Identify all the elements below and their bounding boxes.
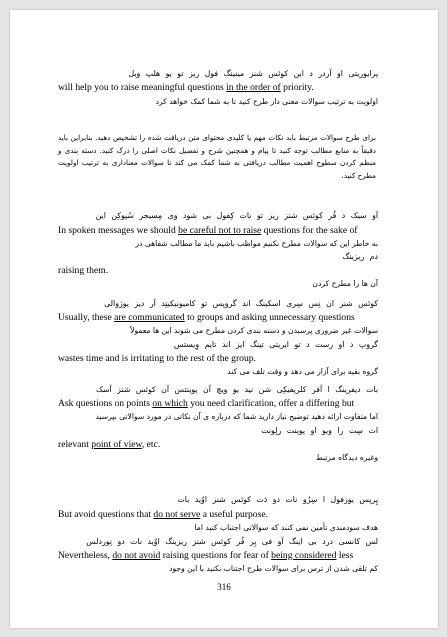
transliteration-line: پرایوریتی او آردر د این کوئس شنز مینینگ فول ریز تو یو هلپ ویل (128, 69, 378, 78)
transliteration-line: ات سِت را ویو او پوینت رلِونت (261, 426, 378, 435)
english-line: Nevertheless, do not avoid raising questions for fear of being considered less (58, 550, 354, 561)
transliteration-line: بات دیفرینگ ا آفر کلریفیکِی شن نید یو ویچ آن پوینتس آن کوئس شنز آسک (96, 385, 378, 394)
gloss-line: اولویت به ترتیب سوالات معنی دار طرح کنید تا به شما کمک خواهد کرد (155, 97, 378, 106)
transliteration-line: آو سیک د فُر کوئس شنز ریز تو نات کِفول بی شود وی مِسیجز سُپوکِن این (95, 211, 378, 220)
english-line: wastes time and is irritating to the rest of the group. (58, 353, 256, 364)
gloss-line: وغیره دیدگاه مرتبط (315, 453, 378, 462)
gloss-line: سوالات غیر ضروری پرسیدن و دسته بندی کردن مطرح می شوند این ها معمولاً (130, 326, 378, 335)
english-line: Ask questions on points on which you need clarification, offer a differing but (58, 398, 355, 409)
transliteration-line: لس کانسی درد بی اینگ آو فی یِر فُر کوئس شنز ریزینگ اوُید نات دو نِوردلس (86, 537, 378, 546)
transliteration-line: کوئس شنز ان نِس سِری اسکینگ اند گروپس تو کامیونیکیتِد آر دیز یوژوالی (104, 299, 378, 308)
document-page (10, 10, 438, 628)
gloss-line: اما متفاوت ارائه دهید توضیح نیاز دارید شما که درباره ی آن نکاتی در مورد سوالاتی بپرسید (95, 412, 378, 421)
english-line: But avoid questions that do not serve a useful purpose. (58, 509, 268, 520)
gloss-line: گروه بقیه برای آزار می دهد و وقت تلف می کند (227, 367, 378, 376)
english-line: relevant point of view, etc. (58, 439, 161, 450)
transliteration-line: گروپ د او رست د تو ایریتی تینگ ایز اند تایم وِیستس (173, 340, 378, 349)
page-number: 316 (217, 582, 231, 592)
gloss-line: آن ها را مطرح کردن (312, 279, 378, 288)
transliteration-line: دم ریزینگ (342, 252, 378, 261)
gloss-line: کم تلقی شدن از ترس برای سوالات طرح اجتناب نکنید با این وجود (169, 564, 378, 573)
explanation-paragraph: برای طرح سوالات مرتبط باید نکات مهم یا کلیدی محتوای متن دریافت شده را تشخیص دهید. بنابراین باید دقیقاً به منابع مطالب توجه کنید تا پیام و همچنین شرح و تفصیل نکات اصلی را درک کنید. دسته بندی و منظم کردن سطوح اهمیت مطالب دریافتی به شما کمک می کند تا سوالات معناداری به ترتیب اولویت مطرح کنید. (58, 133, 376, 180)
english-line: will help you to raise meaningful questions in the order of priority. (58, 82, 314, 93)
english-line: In spoken messages we should be careful not to raise questions for the sake of (58, 225, 358, 236)
transliteration-line: پِرپس یوزفول ا سِرُو نات دو دَت کوئس شنز اوُید بات (177, 495, 378, 504)
english-line: raising them. (58, 265, 109, 276)
english-line: Usually, these are communicated to groups and asking unnecessary questions (58, 312, 355, 323)
gloss-line: به خاطر این که سوالات مطرح نکنیم مواظب باشیم باید ما مطالب شفاهی در (135, 239, 378, 248)
gloss-line: هدف سودمندی تأمین نمی کنند که سوالاتی اجتناب کنید اما (194, 523, 378, 532)
